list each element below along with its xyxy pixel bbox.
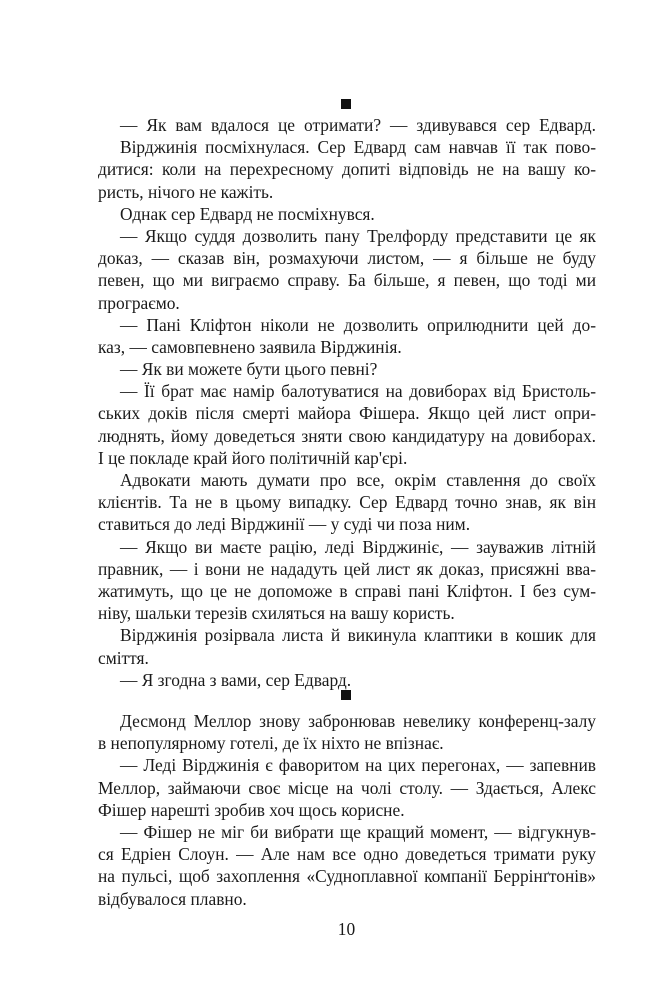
text-line: — Її брат має намір балотуватися на довиборах від Бристоль- [120, 381, 596, 402]
text-line: ся Едріен Слоун. — Але нам все одно доведеться тримати руку [98, 844, 596, 865]
text-line: — Якщо ви маєте рацію, леді Вірджиніє, — зауважив літній [120, 536, 596, 557]
text-line: — Леді Вірджинія є фаворитом на цих перегонах, — запевнив [120, 755, 596, 776]
text-line: І це покладе край його політичній кар'єрі. [98, 447, 408, 468]
text-line: Однак сер Едвард не посміхнувся. [120, 203, 375, 224]
text-section-1 [98, 114, 596, 691]
text-line: каз, — самовпевнено заявила Вірджинія. [98, 336, 402, 357]
text-line: — Я згодна з вами, сер Едвард. [120, 669, 352, 690]
text-line: певен, що ми виграємо справу. Ба більше, я певен, що тоді ми [98, 270, 596, 291]
text-line: правник, — і вони не нададуть цей лист як доказ, присяжні вва- [98, 558, 596, 579]
text-line: дитися: коли на перехресному допиті відповідь не на вашу ко- [98, 159, 596, 180]
text-line: Десмонд Меллор знову забронював невелику конференц-залу [120, 711, 596, 731]
text-line: ристь, нічого не кажіть. [98, 181, 274, 202]
text-line: люднять, йому доведеться зняти свою кандидатуру на довиборах. [98, 425, 596, 446]
text-line: жатимуть, що це не допоможе в справі пані Кліфтон. І без сум- [98, 580, 596, 601]
section-separator-square [341, 99, 351, 109]
text-line: — Фішер не міг би вибрати ще кращий момент, — відгукнув- [120, 821, 596, 842]
text-line: — Як ви можете бути цього певні? [120, 359, 378, 380]
page-number: 10 [337, 919, 356, 939]
section-separator-square [341, 690, 351, 700]
text-line: доказ, — сказав він, розмахуючи листом, — я більше не буду [98, 248, 596, 269]
text-line: Меллор, займаючи своє місце на чолі столу. — Здається, Алекс [98, 777, 596, 798]
text-line: сміття. [98, 647, 149, 668]
text-line: ставиться до леді Вірджинії — у суді чи поза ним. [98, 514, 471, 535]
text-line: Вірджинія посміхнулася. Сер Едвард сам навчав її так пово- [120, 137, 596, 158]
text-line: — Пані Кліфтон ніколи не дозволить оприлюднити цей до- [120, 314, 596, 335]
text-line: на пульсі, щоб захоплення «Судноплавної компанії Беррінґтонів» [98, 866, 596, 887]
text-line: Адвокати мають думати про все, окрім ставлення до своїх [120, 470, 596, 490]
text-line: ських доків після смерті майора Фішера. Якщо цей лист опри- [98, 403, 596, 424]
text-line: відбувалося плавно. [98, 888, 247, 909]
text-line: клієнтів. Та не в цьому випадку. Сер Едвард точно знав, як він [98, 492, 596, 513]
text-line: — Якщо суддя дозволить пану Трелфорду представити це як [120, 225, 596, 246]
text-line: Вірджинія розірвала листа й викинула клаптики в кошик для [120, 625, 596, 646]
text-line: Фішер нарешті зробив хоч щось корисне. [98, 799, 405, 820]
text-line: в непопулярному готелі, де їх ніхто не впізнає. [98, 733, 444, 754]
text-line: ніву, шальки терезів схиляться на вашу користь. [98, 603, 455, 624]
text-line: — Як вам вдалося це отримати? — здивувався сер Едвард. [120, 115, 596, 135]
text-line: програємо. [98, 292, 180, 313]
text-section-2 [98, 710, 596, 910]
